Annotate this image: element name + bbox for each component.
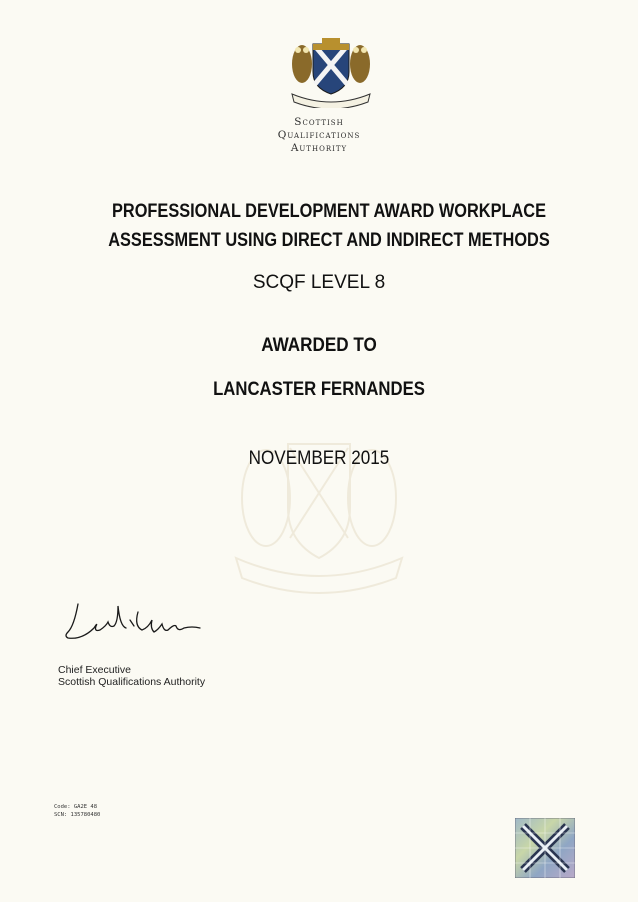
org-line-3: Authority: [290, 142, 348, 154]
recipient-name: LANCASTER FERNANDES: [213, 379, 425, 400]
awarded-to-label: AWARDED TO: [261, 335, 377, 356]
handwritten-signature: [60, 596, 208, 646]
award-title-line-1: PROFESSIONAL DEVELOPMENT AWARD WORKPLACE: [112, 201, 546, 222]
watermark-crest: [226, 418, 412, 594]
signatory-caption: [58, 664, 205, 688]
scqf-level: SCQF LEVEL 8: [252, 272, 386, 293]
award-date: NOVEMBER 2015: [248, 448, 390, 469]
security-hologram: [515, 818, 575, 878]
org-line-1: Scottish: [294, 116, 344, 128]
award-title: [80, 197, 577, 255]
awarding-body-name: [219, 116, 419, 155]
sqa-crest-logo: [288, 34, 374, 108]
org-line-2: Qualifications: [277, 129, 361, 141]
scn-number: SCN: 135780480: [54, 812, 101, 818]
award-code: Code: GA2E 48: [54, 804, 98, 810]
certificate-codes: [54, 803, 100, 819]
signatory-role: Chief Executive: [58, 664, 131, 676]
award-title-line-2: ASSESSMENT USING DIRECT AND INDIRECT METHODS: [108, 230, 550, 251]
signatory-organisation: Scottish Qualifications Authority: [58, 676, 206, 688]
